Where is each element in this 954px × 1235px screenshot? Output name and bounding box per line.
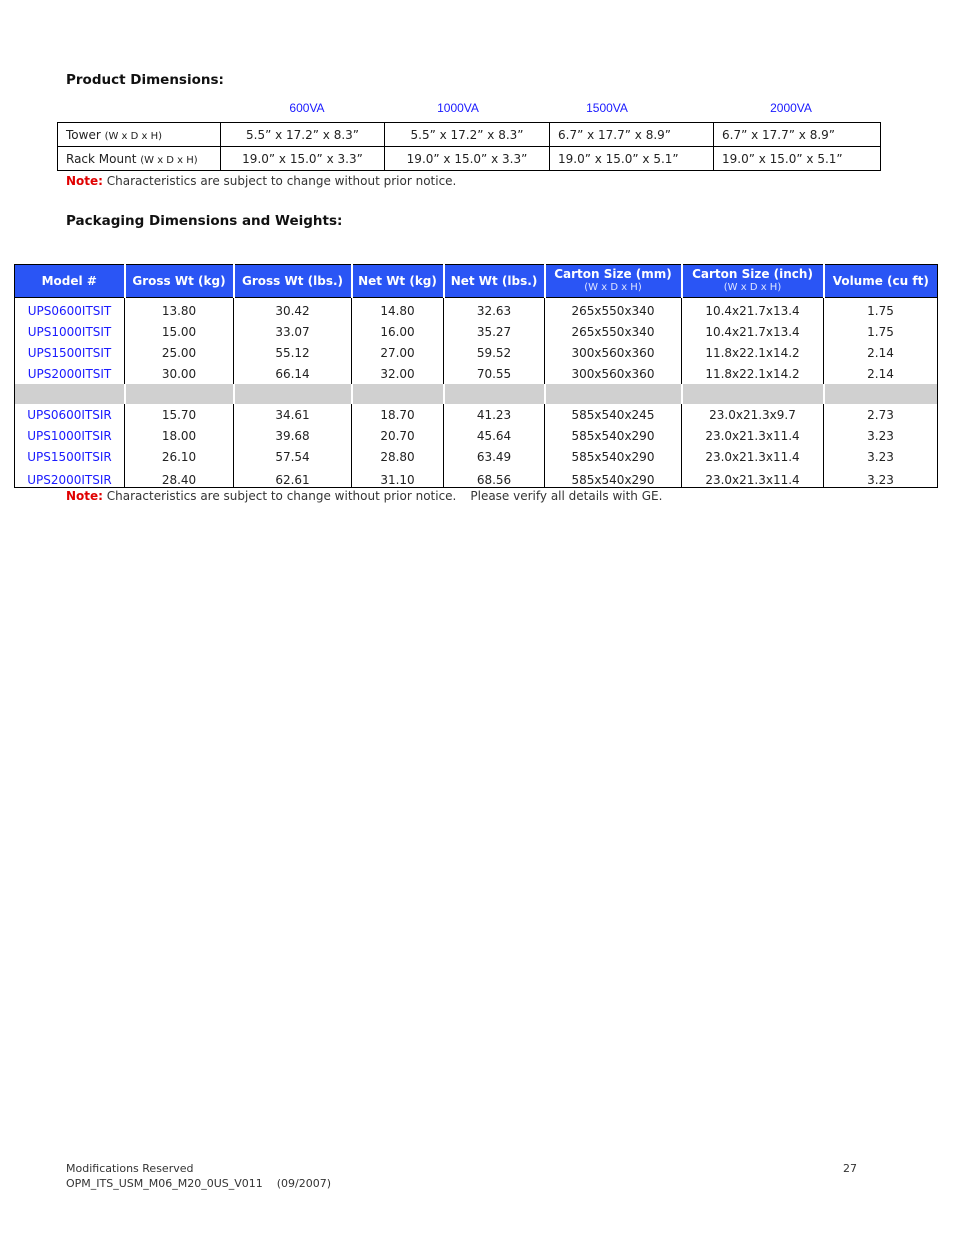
- gross-lbs-cell: 39.68: [234, 425, 352, 446]
- carton-mm-cell: 265x550x340: [545, 298, 682, 322]
- gross-kg-cell: 13.80: [125, 298, 234, 322]
- gross-kg-cell: 28.40: [125, 467, 234, 488]
- separator-cell: [125, 384, 234, 404]
- net-lbs-cell: 59.52: [444, 342, 545, 363]
- row-label-rack-mount: Rack Mount (W x D x H): [58, 147, 221, 171]
- table-row: [15, 404, 938, 425]
- note-label: Note:: [66, 489, 103, 503]
- gross-lbs-cell: 55.12: [234, 342, 352, 363]
- page-number: 27: [843, 1162, 857, 1175]
- carton-inch-cell: 23.0x21.3x9.7: [682, 404, 824, 425]
- model-cell: UPS1500ITSIT: [15, 342, 125, 363]
- product-dimensions-table: [57, 122, 881, 171]
- table-row: [58, 147, 881, 171]
- table-row: [15, 342, 938, 363]
- footer-left: [66, 1161, 331, 1191]
- gross-kg-cell: 15.00: [125, 321, 234, 342]
- carton-mm-cell: 585x540x290: [545, 446, 682, 467]
- model-cell: UPS0600ITSIT: [15, 298, 125, 322]
- column-header-model: Model #: [15, 265, 125, 298]
- va-column-header-1500: 1500VA: [586, 101, 628, 115]
- column-header-net-kg: Net Wt (kg): [352, 265, 444, 298]
- net-kg-cell: 27.00: [352, 342, 444, 363]
- model-cell: UPS1000ITSIR: [15, 425, 125, 446]
- note-text: Characteristics are subject to change without prior notice.: [102, 174, 457, 188]
- note-label: Note:: [66, 174, 103, 188]
- group-separator-row: [15, 384, 938, 404]
- table-row: [15, 321, 938, 342]
- va-column-header-1000: 1000VA: [437, 101, 479, 115]
- volume-cell: 2.14: [824, 363, 938, 384]
- net-kg-cell: 14.80: [352, 298, 444, 322]
- note-text: Characteristics are subject to change without prior notice.: [102, 489, 457, 503]
- net-lbs-cell: 45.64: [444, 425, 545, 446]
- va-column-header-600: 600VA: [289, 101, 325, 115]
- net-kg-cell: 28.80: [352, 446, 444, 467]
- carton-mm-cell: 265x550x340: [545, 321, 682, 342]
- product-dimensions-note: [66, 174, 456, 188]
- column-header-gross-kg: Gross Wt (kg): [125, 265, 234, 298]
- table-row: [15, 467, 938, 488]
- dimension-cell: 19.0” x 15.0” x 3.3”: [221, 147, 385, 171]
- footer-document-id: OPM_ITS_USM_M06_M20_0US_V011 (09/2007): [66, 1177, 332, 1190]
- model-cell: UPS2000ITSIT: [15, 363, 125, 384]
- model-cell: UPS1000ITSIT: [15, 321, 125, 342]
- column-header-carton-inch: Carton Size (inch) (W x D x H): [682, 265, 824, 298]
- gross-kg-cell: 18.00: [125, 425, 234, 446]
- volume-cell: 3.23: [824, 425, 938, 446]
- column-header-volume: Volume (cu ft): [824, 265, 938, 298]
- table-header-row: [15, 265, 938, 298]
- gross-lbs-cell: 34.61: [234, 404, 352, 425]
- packaging-table: [14, 264, 938, 488]
- carton-mm-cell: 585x540x245: [545, 404, 682, 425]
- packaging-note: [66, 489, 662, 503]
- note-extra-text: Please verify all details with GE.: [470, 489, 663, 503]
- row-label-tower: Tower (W x D x H): [58, 123, 221, 147]
- net-kg-cell: 32.00: [352, 363, 444, 384]
- volume-cell: 2.14: [824, 342, 938, 363]
- dimension-cell: 6.7” x 17.7” x 8.9”: [714, 123, 881, 147]
- carton-inch-cell: 23.0x21.3x11.4: [682, 467, 824, 488]
- gross-kg-cell: 26.10: [125, 446, 234, 467]
- dimension-cell: 19.0” x 15.0” x 3.3”: [385, 147, 550, 171]
- model-cell: UPS0600ITSIR: [15, 404, 125, 425]
- net-lbs-cell: 41.23: [444, 404, 545, 425]
- carton-inch-cell: 23.0x21.3x11.4: [682, 446, 824, 467]
- volume-cell: 3.23: [824, 446, 938, 467]
- separator-cell: [15, 384, 125, 404]
- gross-lbs-cell: 30.42: [234, 298, 352, 322]
- volume-cell: 2.73: [824, 404, 938, 425]
- gross-lbs-cell: 62.61: [234, 467, 352, 488]
- table-row: [15, 363, 938, 384]
- net-kg-cell: 20.70: [352, 425, 444, 446]
- gross-lbs-cell: 33.07: [234, 321, 352, 342]
- model-cell: UPS2000ITSIR: [15, 467, 125, 488]
- carton-inch-cell: 23.0x21.3x11.4: [682, 425, 824, 446]
- column-header-gross-lbs: Gross Wt (lbs.): [234, 265, 352, 298]
- separator-cell: [824, 384, 938, 404]
- net-lbs-cell: 70.55: [444, 363, 545, 384]
- carton-mm-cell: 300x560x360: [545, 342, 682, 363]
- separator-cell: [352, 384, 444, 404]
- table-row: [15, 446, 938, 467]
- separator-cell: [234, 384, 352, 404]
- packaging-heading: Packaging Dimensions and Weights:: [66, 213, 343, 229]
- product-dimensions-heading: Product Dimensions:: [66, 72, 224, 88]
- net-lbs-cell: 63.49: [444, 446, 545, 467]
- dimension-cell: 5.5” x 17.2” x 8.3”: [385, 123, 550, 147]
- separator-cell: [682, 384, 824, 404]
- gross-lbs-cell: 66.14: [234, 363, 352, 384]
- gross-lbs-cell: 57.54: [234, 446, 352, 467]
- dimension-cell: 5.5” x 17.2” x 8.3”: [221, 123, 385, 147]
- separator-cell: [444, 384, 545, 404]
- column-header-carton-mm: Carton Size (mm) (W x D x H): [545, 265, 682, 298]
- net-lbs-cell: 32.63: [444, 298, 545, 322]
- dimension-cell: 6.7” x 17.7” x 8.9”: [550, 123, 714, 147]
- column-header-net-lbs: Net Wt (lbs.): [444, 265, 545, 298]
- carton-inch-cell: 10.4x21.7x13.4: [682, 298, 824, 322]
- carton-mm-cell: 300x560x360: [545, 363, 682, 384]
- carton-mm-cell: 585x540x290: [545, 467, 682, 488]
- volume-cell: 1.75: [824, 298, 938, 322]
- gross-kg-cell: 30.00: [125, 363, 234, 384]
- dimension-cell: 19.0” x 15.0” x 5.1”: [714, 147, 881, 171]
- separator-cell: [545, 384, 682, 404]
- dimension-cell: 19.0” x 15.0” x 5.1”: [550, 147, 714, 171]
- table-row: [58, 123, 881, 147]
- net-lbs-cell: 68.56: [444, 467, 545, 488]
- net-kg-cell: 31.10: [352, 467, 444, 488]
- table-row: [15, 425, 938, 446]
- va-column-header-2000: 2000VA: [770, 101, 812, 115]
- gross-kg-cell: 15.70: [125, 404, 234, 425]
- volume-cell: 1.75: [824, 321, 938, 342]
- carton-mm-cell: 585x540x290: [545, 425, 682, 446]
- carton-inch-cell: 11.8x22.1x14.2: [682, 342, 824, 363]
- model-cell: UPS1500ITSIR: [15, 446, 125, 467]
- carton-inch-cell: 10.4x21.7x13.4: [682, 321, 824, 342]
- net-kg-cell: 18.70: [352, 404, 444, 425]
- volume-cell: 3.23: [824, 467, 938, 488]
- gross-kg-cell: 25.00: [125, 342, 234, 363]
- carton-inch-cell: 11.8x22.1x14.2: [682, 363, 824, 384]
- net-lbs-cell: 35.27: [444, 321, 545, 342]
- table-row: [15, 298, 938, 322]
- footer-modifications: Modifications Reserved: [66, 1162, 194, 1175]
- net-kg-cell: 16.00: [352, 321, 444, 342]
